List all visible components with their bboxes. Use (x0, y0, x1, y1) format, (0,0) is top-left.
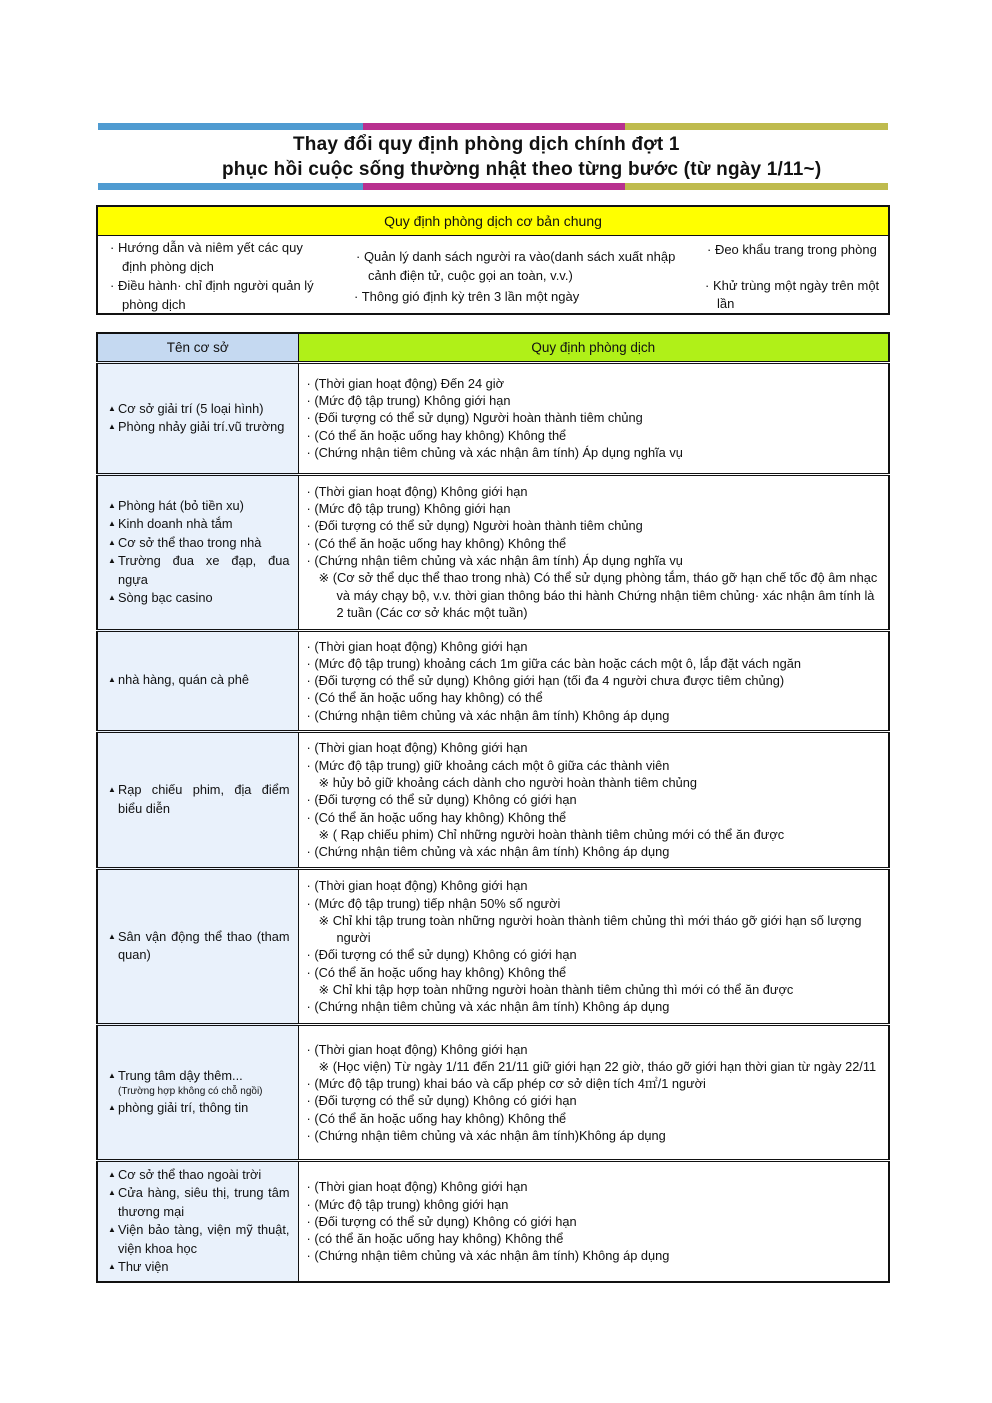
rule-item: · (Có thể ăn hoặc uống hay không) Không thể (306, 809, 567, 825)
rule-item: · (Mức độ tập trung) khoảng cách 1m giữa các bàn hoặc cách một ô, lắp đặt vách ngăn (306, 655, 801, 671)
rule-item: · (Chứng nhận tiêm chủng và xác nhận âm tính) Áp dụng nghĩa vụ (306, 444, 683, 460)
facility-name-item (108, 1221, 290, 1258)
triangle-bullet-icon: ▲ (108, 1103, 116, 1113)
facility-name-text: Phòng nhảy giải trí.vũ trường (118, 419, 285, 434)
common-rule-item: · Điều hành· chỉ định người quản lý phòng dịch (110, 278, 314, 312)
triangle-bullet-icon: ▲ (108, 537, 116, 547)
rules-cell (298, 731, 889, 868)
title-bottom-stripe (98, 183, 888, 190)
facility-name-cell (97, 731, 298, 868)
facility-name-item (108, 1184, 290, 1221)
facility-name-text: Rạp chiếu phim, địa điểm biểu diễn (118, 782, 290, 816)
facility-name-text: Kinh doanh nhà tắm (118, 516, 233, 531)
facility-name-text: Trung tâm dậy thêm... (118, 1067, 243, 1083)
rule-item: · (Mức độ tập trung) tiếp nhận 50% số người (306, 895, 561, 911)
facility-name-item (108, 1258, 290, 1277)
facility-name-item (108, 1166, 290, 1185)
common-rules-body (98, 236, 888, 315)
triangle-bullet-icon: ▲ (108, 1225, 116, 1235)
facility-name-text: Trường đua xe đạp, đua ngựa (118, 553, 290, 587)
facility-name-text: Cơ sở thể thao trong nhà (118, 534, 262, 550)
rule-item: · (Chứng nhận tiêm chủng và xác nhận âm tính) Không áp dụng (306, 999, 670, 1015)
header-facility-name: Tên cơ sở (97, 333, 298, 362)
rule-item: · (Mức độ tập trung) không giới hạn (306, 1196, 509, 1212)
table-row (97, 1160, 889, 1282)
facility-name-cell (97, 362, 298, 474)
rule-item: · (có thể ăn hoặc uống hay không) Không thể (306, 1231, 564, 1247)
rule-note: ※ (Học viện) Từ ngày 1/11 đến 21/11 giữ giới hạn 22 giờ, tháo gỡ giới hạn thời gian từ ngày 22/11 (318, 1058, 877, 1074)
facility-name-text: Phòng hát (bỏ tiền xu) (118, 497, 244, 513)
common-rule-item: · Thông gió định kỳ trên 3 lần một ngày (354, 289, 580, 304)
rule-item: · (Mức độ tập trung) khai báo và cấp phép cơ sở diện tích 4㎡/1 người (306, 1076, 706, 1092)
title-line-1: Thay đổi quy định phòng dịch chính đợt 1 (293, 134, 680, 155)
triangle-bullet-icon: ▲ (108, 519, 116, 528)
facility-name-item (108, 515, 290, 534)
facility-name-text: nhà hàng, quán cà phê (118, 672, 249, 688)
rule-item: · (Thời gian hoạt động) Không giới hạn (306, 1179, 528, 1195)
rule-note: ※ (Cơ sở thể dục thể thao trong nhà) Có thể sử dụng phòng tắm, tháo gỡ hạn chế tốc độ âm nhạc và máy chạy bộ, v.v. thời gian thông báo thi hành Chứng nhận tiêm chủng· xác nhận âm tính là 2 tuần (Các cơ sở khác một tuần) (318, 570, 878, 620)
rule-note: ※ Chỉ khi tập hợp toàn những người hoàn thành tiêm chủng thì mới có thể ăn được (318, 982, 794, 998)
triangle-bullet-icon: ▲ (108, 556, 116, 565)
table-row (97, 474, 889, 630)
common-rule-item: · Đeo khẩu trang trong phòng (707, 242, 877, 257)
common-rule-item: · Quản lý danh sách người ra vào(danh sách xuất nhập cảnh điện tử, cuộc gọi an toàn, v.v.) (356, 249, 676, 283)
title-top-stripe (98, 123, 888, 130)
header-rules: Quy định phòng dịch (298, 333, 889, 362)
rules-cell (298, 1024, 889, 1160)
triangle-bullet-icon: ▲ (108, 593, 116, 602)
facility-name-item (108, 497, 290, 516)
rule-item: · (Có thể ăn hoặc uống hay không) Không thể (306, 427, 567, 443)
rule-item: · (Thời gian hoạt động) Không giới hạn (306, 483, 528, 499)
rule-item: · (Đối tượng có thể sử dụng) Người hoàn thành tiêm chủng (306, 410, 643, 426)
triangle-bullet-icon: ▲ (108, 403, 116, 413)
table-row (97, 1024, 889, 1160)
facility-rules-table (96, 332, 890, 1283)
common-rule-item: · Khử trùng một ngày trên một lần (705, 278, 880, 311)
rules-cell (298, 474, 889, 630)
rule-item: · (Chứng nhận tiêm chủng và xác nhận âm tính) Không áp dụng (306, 844, 670, 860)
triangle-bullet-icon: ▲ (108, 675, 116, 685)
rule-item: · (Có thể ăn hoặc uống hay không) Không thể (306, 964, 567, 980)
rules-cell (298, 630, 889, 731)
triangle-bullet-icon: ▲ (108, 1262, 116, 1272)
facility-name-item (108, 1067, 290, 1100)
rule-item: · (Có thể ăn hoặc uống hay không) có thể (306, 690, 543, 706)
facility-name-item (108, 589, 290, 608)
rule-item: · (Mức độ tập trung) Không giới hạn (306, 501, 511, 517)
rule-item: · (Chứng nhận tiêm chủng và xác nhận âm tính) Không áp dụng (306, 1248, 670, 1264)
rule-item: · (Chứng nhận tiêm chủng và xác nhận âm tính)Không áp dụng (306, 1128, 666, 1144)
title-line-2: phục hồi cuộc sống thường nhật theo từng bước (từ ngày 1/11~) (222, 159, 822, 180)
facility-name-item (108, 400, 290, 419)
table-row (97, 868, 889, 1024)
triangle-bullet-icon: ▲ (108, 785, 116, 795)
rule-item: · (Thời gian hoạt động) Không giới hạn (306, 878, 528, 894)
facility-name-text: Viện bảo tàng, viện mỹ thuật, viện khoa học (118, 1222, 290, 1256)
rules-cell (298, 1160, 889, 1282)
facility-name-text: Sòng bạc casino (118, 590, 213, 605)
rule-item: · (Có thể ăn hoặc uống hay không) Không thể (306, 1110, 567, 1126)
facility-name-text: phòng giải trí, thông tin (118, 1100, 249, 1116)
facility-name-text: Cơ sở thể thao ngoài trời (118, 1166, 262, 1182)
facility-name-text: Thư viện (118, 1259, 169, 1275)
rule-item: · (Mức độ tập trung) Không giới hạn (306, 393, 511, 409)
facility-name-note: (Trường hợp không có chỗ ngồi) (118, 1086, 263, 1098)
facility-name-item (108, 1099, 290, 1118)
triangle-bullet-icon: ▲ (108, 422, 116, 431)
triangle-bullet-icon: ▲ (108, 931, 116, 941)
triangle-bullet-icon: ▲ (108, 1070, 116, 1080)
common-rules-box (96, 205, 890, 315)
table-header-row (97, 333, 889, 362)
triangle-bullet-icon: ▲ (108, 1188, 116, 1198)
rule-item: · (Đối tượng có thể sử dụng) Không có giới hạn (306, 1213, 577, 1229)
table-row (97, 362, 889, 474)
facility-name-text: Cơ sở giải trí (5 loại hình) (118, 400, 264, 416)
rule-item: · (Đối tượng có thể sử dụng) Không có giới hạn (306, 947, 577, 963)
common-rules-heading: Quy định phòng dịch cơ bản chung (98, 207, 888, 236)
rule-item: · (Chứng nhận tiêm chủng và xác nhận âm tính) Áp dụng nghĩa vụ (306, 553, 683, 568)
triangle-bullet-icon: ▲ (108, 1169, 116, 1179)
rule-item: · (Đối tượng có thể sử dụng) Người hoàn thành tiêm chủng (306, 518, 643, 534)
facility-name-cell (97, 1160, 298, 1282)
facility-name-item (108, 552, 290, 589)
triangle-bullet-icon: ▲ (108, 500, 116, 510)
rule-item: · (Có thể ăn hoặc uống hay không) Không thể (306, 535, 567, 551)
facility-name-text: Cửa hàng, siêu thị, trung tâm thương mại (118, 1185, 290, 1219)
rule-item: · (Thời gian hoạt động) Không giới hạn (306, 638, 528, 654)
rule-item: · (Thời gian hoạt động) Không giới hạn (306, 1041, 528, 1057)
rule-note: ※ hủy bỏ giữ khoảng cách dành cho người hoàn thành tiêm chủng (318, 775, 697, 791)
rules-cell (298, 362, 889, 474)
facility-name-item (108, 781, 290, 818)
facility-name-item (108, 534, 290, 553)
facility-name-cell (97, 1024, 298, 1160)
facility-name-item (108, 928, 290, 965)
rule-item: · (Đối tượng có thể sử dụng) Không có giới hạn (306, 792, 577, 808)
rule-item: · (Thời gian hoạt động) Đến 24 giờ (306, 375, 504, 391)
common-rule-item: · Hướng dẫn và niêm yết các quy định phòng dịch (110, 240, 303, 274)
facility-name-item (108, 671, 290, 690)
table-row (97, 630, 889, 731)
rule-item: · (Đối tượng có thể sử dụng) Không có giới hạn (306, 1093, 577, 1109)
facility-name-item (108, 418, 290, 437)
rules-cell (298, 868, 889, 1024)
facility-name-text: Sân vận động thể thao (tham quan) (118, 928, 290, 963)
rule-item: · (Chứng nhận tiêm chủng và xác nhận âm tính) Không áp dụng (306, 707, 670, 723)
facility-name-cell (97, 630, 298, 731)
rule-item: · (Mức độ tập trung) giữ khoảng cách một ô giữa các thành viên (306, 757, 670, 773)
document-title-banner (98, 123, 888, 191)
table-row (97, 731, 889, 868)
rule-item: · (Đối tượng có thể sử dụng) Không giới hạn (tối đa 4 người chưa được tiêm chủng) (306, 673, 785, 689)
rule-item: · (Thời gian hoạt động) Không giới hạn (306, 740, 528, 756)
facility-name-cell (97, 868, 298, 1024)
facility-name-cell (97, 474, 298, 630)
rule-note: ※ Chỉ khi tập trung toàn những người hoàn thành tiêm chủng thì mới tháo gỡ giới hạn số lượng người (318, 912, 862, 946)
rule-note: ※ ( Rạp chiếu phim) Chỉ những người hoàn thành tiêm chủng mới có thể ăn được (318, 826, 785, 842)
